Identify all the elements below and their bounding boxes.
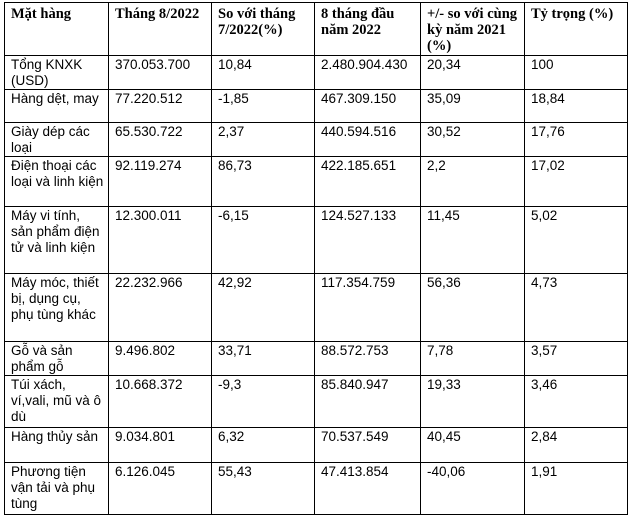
cell-8-months: 47.413.854	[315, 463, 421, 515]
cell-month: 9.496.802	[109, 342, 212, 376]
cell-vs-prev-month: -6,15	[212, 207, 315, 274]
table-row	[5, 90, 628, 123]
cell-vs-prev-month: 2,37	[212, 123, 315, 157]
header-item: Mặt hàng	[5, 3, 109, 56]
cell-item: Gỗ và sản phẩm gỗ	[5, 342, 109, 376]
cell-vs-last-year: 20,34	[421, 56, 525, 90]
header-8-months: 8 tháng đầu năm 2022	[315, 3, 421, 56]
cell-item: Phương tiện vận tải và phụ tùng	[5, 463, 109, 515]
cell-month: 10.668.372	[109, 376, 212, 428]
cell-vs-last-year: 30,52	[421, 123, 525, 157]
cell-share: 1,91	[525, 463, 628, 515]
cell-vs-last-year: 19,33	[421, 376, 525, 428]
table-row	[5, 463, 628, 515]
cell-8-months: 70.537.549	[315, 428, 421, 463]
cell-item: Hàng dệt, may	[5, 90, 109, 123]
cell-item: Tổng KNXK (USD)	[5, 56, 109, 90]
header-vs-last-year: +/- so với cùng kỳ năm 2021 (%)	[421, 3, 525, 56]
cell-vs-last-year: -40,06	[421, 463, 525, 515]
cell-vs-last-year: 2,2	[421, 157, 525, 207]
table-row	[5, 428, 628, 463]
table-row	[5, 376, 628, 428]
cell-vs-last-year: 40,45	[421, 428, 525, 463]
cell-8-months: 88.572.753	[315, 342, 421, 376]
cell-vs-prev-month: 55,43	[212, 463, 315, 515]
cell-vs-prev-month: 33,71	[212, 342, 315, 376]
cell-share: 17,76	[525, 123, 628, 157]
cell-item: Máy vi tính, sản phẩm điện tử và linh kiện	[5, 207, 109, 274]
cell-vs-prev-month: -9,3	[212, 376, 315, 428]
header-vs-prev-month: So với tháng 7/2022(%)	[212, 3, 315, 56]
cell-vs-last-year: 7,78	[421, 342, 525, 376]
table-row	[5, 157, 628, 207]
cell-month: 6.126.045	[109, 463, 212, 515]
cell-item: Giày dép các loại	[5, 123, 109, 157]
cell-item: Máy móc, thiết bị, dụng cụ, phụ tùng khác	[5, 274, 109, 342]
cell-8-months: 422.185.651	[315, 157, 421, 207]
cell-vs-last-year: 11,45	[421, 207, 525, 274]
cell-vs-last-year: 35,09	[421, 90, 525, 123]
cell-share: 5,02	[525, 207, 628, 274]
header-share: Tỷ trọng (%)	[525, 3, 628, 56]
cell-item: Điện thoại các loại và linh kiện	[5, 157, 109, 207]
cell-vs-prev-month: 42,92	[212, 274, 315, 342]
table-row	[5, 207, 628, 274]
cell-8-months: 440.594.516	[315, 123, 421, 157]
cell-8-months: 85.840.947	[315, 376, 421, 428]
cell-8-months: 467.309.150	[315, 90, 421, 123]
cell-share: 3,57	[525, 342, 628, 376]
cell-8-months: 124.527.133	[315, 207, 421, 274]
cell-8-months: 2.480.904.430	[315, 56, 421, 90]
table-row	[5, 274, 628, 342]
cell-item: Túi xách, ví,vali, mũ và ô dù	[5, 376, 109, 428]
cell-vs-prev-month: 86,73	[212, 157, 315, 207]
cell-month: 22.232.966	[109, 274, 212, 342]
table-row	[5, 56, 628, 90]
cell-vs-prev-month: 6,32	[212, 428, 315, 463]
cell-month: 77.220.512	[109, 90, 212, 123]
cell-vs-prev-month: -1,85	[212, 90, 315, 123]
cell-month: 370.053.700	[109, 56, 212, 90]
cell-month: 92.119.274	[109, 157, 212, 207]
cell-share: 3,46	[525, 376, 628, 428]
cell-share: 4,73	[525, 274, 628, 342]
cell-vs-last-year: 56,36	[421, 274, 525, 342]
cell-share: 100	[525, 56, 628, 90]
cell-share: 18,84	[525, 90, 628, 123]
export-table	[4, 2, 628, 515]
cell-month: 12.300.011	[109, 207, 212, 274]
cell-share: 2,84	[525, 428, 628, 463]
cell-month: 65.530.722	[109, 123, 212, 157]
cell-8-months: 117.354.759	[315, 274, 421, 342]
cell-item: Hàng thủy sản	[5, 428, 109, 463]
cell-vs-prev-month: 10,84	[212, 56, 315, 90]
table-row	[5, 342, 628, 376]
header-month: Tháng 8/2022	[109, 3, 212, 56]
cell-share: 17,02	[525, 157, 628, 207]
table-row	[5, 123, 628, 157]
cell-month: 9.034.801	[109, 428, 212, 463]
header-row	[5, 3, 628, 56]
